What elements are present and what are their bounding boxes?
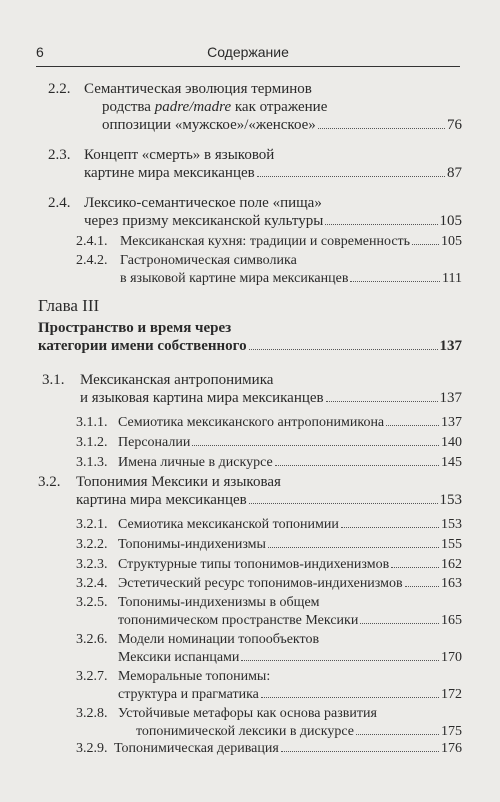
toc-entry-number: 3.1.	[42, 372, 65, 388]
toc-entry-title-line: родства padre/madre как отражение	[102, 99, 328, 115]
running-title: Содержание	[207, 44, 289, 60]
toc-entry-number: 2.3.	[48, 147, 71, 163]
toc-entry-page: 165	[441, 613, 462, 628]
toc-entry	[76, 705, 462, 741]
toc-entry-title-line: оппозиции «мужское»/«женское»	[102, 117, 316, 133]
toc-entry-title-line: Модели номинации топообъектов	[118, 632, 320, 647]
toc-entry-page: 137	[439, 390, 462, 406]
toc-entry	[76, 536, 462, 554]
toc-entry-number: 2.4.1.	[76, 234, 108, 249]
toc-entry-page: 76	[447, 117, 462, 133]
toc-entry-number: 2.4.2.	[76, 253, 108, 268]
toc-entry-number: 3.1.1.	[76, 415, 108, 430]
toc-entry-title-line: через призму мексиканской культуры	[84, 213, 324, 229]
toc-entry	[76, 434, 462, 452]
dot-leader	[192, 445, 439, 446]
toc-entry-title-line: структура и прагматика	[118, 687, 259, 702]
toc-entry-title-line: топонимической лексики в дискурсе	[136, 724, 354, 739]
toc-entry-number: 3.2.6.	[76, 632, 108, 647]
toc-entry-title-line: Эстетический ресурс топонимов-индихенизмов	[118, 576, 403, 591]
toc-entry-number: 3.2.1.	[76, 517, 108, 532]
dot-leader	[275, 465, 439, 466]
toc-entry	[76, 631, 462, 667]
dot-leader	[350, 281, 440, 282]
page-number: 6	[36, 44, 44, 60]
header-rule	[36, 66, 460, 67]
toc-entry	[38, 473, 462, 509]
chapter-title: Глава III	[38, 296, 100, 315]
toc-entry-number: 3.2.9.	[76, 741, 108, 756]
toc-entry	[76, 668, 462, 704]
toc-entry-page: 170	[441, 650, 462, 665]
running-header	[36, 44, 460, 66]
toc-entry-title-line: Мексики испанцами	[118, 650, 240, 665]
dot-leader	[391, 567, 439, 568]
toc-entry	[76, 556, 462, 574]
toc-entry-page: 87	[447, 165, 462, 181]
dot-leader	[356, 734, 439, 735]
dot-leader	[261, 697, 439, 698]
toc-entry	[48, 80, 462, 134]
toc-entry	[48, 194, 462, 230]
toc-entry-title-line: категории имени собственного	[38, 338, 247, 354]
toc-entry-page: 172	[441, 687, 462, 702]
toc-entry-page: 140	[441, 435, 462, 450]
toc-entry-title-line: Гастрономическая символика	[120, 253, 297, 268]
toc-entry	[38, 319, 462, 355]
toc-entry	[76, 740, 462, 758]
toc-entry-title-line: Пространство и время через	[38, 320, 232, 336]
toc-entry-page: 105	[439, 213, 462, 229]
dot-leader	[281, 751, 439, 752]
toc-entry-title-line: Топонимы-индихенизмы в общем	[118, 595, 320, 610]
toc-entry	[76, 516, 462, 534]
toc-entry-number: 3.1.2.	[76, 435, 108, 450]
toc-entry-title-line: Персоналии	[118, 435, 191, 450]
toc-entry-title-line: Концепт «смерть» в языковой	[84, 147, 275, 163]
dot-leader	[249, 503, 438, 504]
toc-entry	[42, 371, 462, 407]
toc-entry-title-line: Мексиканская кухня: традиции и современность	[120, 234, 411, 249]
dot-leader	[268, 547, 439, 548]
toc-entry	[76, 575, 462, 593]
toc-entry-number: 2.2.	[48, 81, 71, 97]
toc-entry-title-line: топонимическом пространстве Мексики	[118, 613, 359, 628]
toc-entry-title-line: картина мира мексиканцев	[76, 492, 247, 508]
toc-entry-title-line: Мексиканская антропонимика	[80, 372, 274, 388]
toc-entry-title-line: Топонимы-индихенизмы	[118, 537, 266, 552]
dot-leader	[257, 176, 445, 177]
dot-leader	[405, 586, 439, 587]
toc-entry	[76, 414, 462, 432]
toc-entry-page: 153	[439, 492, 462, 508]
toc-entry-page: 153	[441, 517, 462, 532]
toc-entry-page: 155	[441, 537, 462, 552]
dot-leader	[412, 244, 439, 245]
toc-entry-number: 3.2.7.	[76, 669, 108, 684]
toc-entry-title-line: Топонимия Мексики и языковая	[76, 474, 281, 490]
toc-entry-page: 176	[441, 741, 462, 756]
toc-entry	[48, 146, 462, 182]
dot-leader	[249, 349, 438, 350]
dot-leader	[241, 660, 439, 661]
toc-entry-number: 3.2.2.	[76, 537, 108, 552]
toc-entry-page: 105	[441, 234, 462, 249]
toc-entry-title-line: Семантическая эволюция терминов	[84, 81, 312, 97]
toc-entry-title-line: Меморальные топонимы:	[118, 669, 271, 684]
toc-entry-title-line: Структурные типы топонимов-индихенизмов	[118, 557, 390, 572]
toc-entry	[76, 594, 462, 630]
toc-entry-page: 111	[442, 271, 462, 286]
toc-entry-number: 3.2.5.	[76, 595, 108, 610]
toc-entry-number: 3.2.8.	[76, 706, 108, 721]
toc-entry-title-line: Семиотика мексиканской топонимии	[118, 517, 339, 532]
toc-entry-number: 3.1.3.	[76, 455, 108, 470]
toc-entry-number: 3.2.	[38, 474, 61, 490]
toc-entry-page: 137	[439, 338, 462, 354]
dot-leader	[318, 128, 445, 129]
toc-entry	[76, 252, 462, 288]
toc-entry	[76, 454, 462, 472]
dot-leader	[326, 401, 438, 402]
toc-entry-number: 3.2.3.	[76, 557, 108, 572]
dot-leader	[386, 425, 439, 426]
toc-entry-page: 137	[441, 415, 462, 430]
toc-entry-number: 2.4.	[48, 195, 71, 211]
toc-entry-title-line: Устойчивые метафоры как основа развития	[118, 706, 377, 721]
toc-entry-page: 175	[441, 724, 462, 739]
dot-leader	[360, 623, 439, 624]
toc-entry-title-line: Лексико-семантическое поле «пища»	[84, 195, 322, 211]
toc-entry-title-line: и языковая картина мира мексиканцев	[80, 390, 324, 406]
toc-entry	[76, 233, 462, 251]
toc-entry-title-line: картине мира мексиканцев	[84, 165, 255, 181]
toc-entry-page: 162	[441, 557, 462, 572]
dot-leader	[325, 224, 437, 225]
toc-entry-title-line: Топонимическая деривация	[114, 741, 279, 756]
toc-entry-title-line: Семиотика мексиканского антропонимикона	[118, 415, 385, 430]
dot-leader	[341, 527, 439, 528]
toc-entry-title-line: Имена личные в дискурсе	[118, 455, 273, 470]
toc-entry-number: 3.2.4.	[76, 576, 108, 591]
toc-entry-page: 145	[441, 455, 462, 470]
toc-entry-page: 163	[441, 576, 462, 591]
toc-entry-title-line: в языковой картине мира мексиканцев	[120, 271, 349, 286]
